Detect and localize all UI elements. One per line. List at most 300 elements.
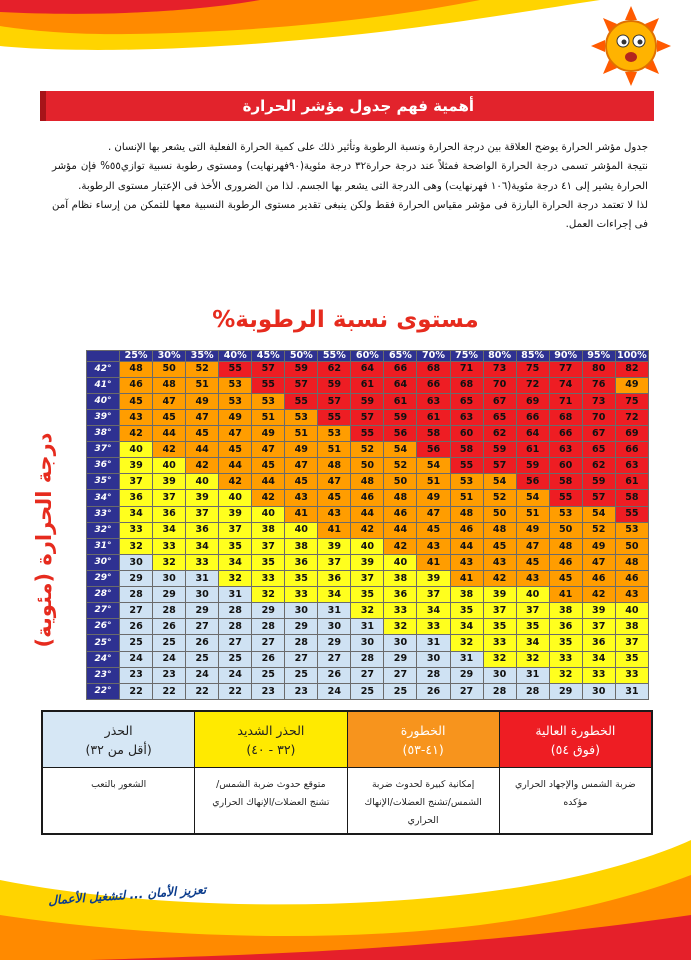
table-row bbox=[87, 651, 649, 667]
table-row bbox=[87, 619, 649, 635]
heat-index-cell: 32 bbox=[549, 667, 582, 683]
humidity-header-cell: 85% bbox=[516, 351, 549, 362]
heat-index-cell: 47 bbox=[285, 458, 318, 474]
heat-index-cell: 37 bbox=[219, 522, 252, 538]
heat-index-cell: 22 bbox=[120, 683, 153, 699]
heat-index-cell: 25 bbox=[186, 651, 219, 667]
heat-index-cell: 25 bbox=[153, 635, 186, 651]
temperature-cell: 28° bbox=[87, 587, 120, 603]
table-row bbox=[87, 683, 649, 699]
legend-extreme-header bbox=[500, 712, 651, 768]
heat-index-cell: 37 bbox=[582, 619, 615, 635]
heat-index-cell: 40 bbox=[219, 490, 252, 506]
heat-index-cell: 58 bbox=[549, 474, 582, 490]
heat-index-cell: 35 bbox=[285, 571, 318, 587]
humidity-header-cell: 90% bbox=[549, 351, 582, 362]
heat-index-cell: 70 bbox=[483, 377, 516, 393]
heat-index-cell: 71 bbox=[549, 393, 582, 409]
heat-index-cell: 47 bbox=[318, 474, 351, 490]
heat-index-cell: 49 bbox=[186, 393, 219, 409]
legend-extreme-title: الخطورة العالية bbox=[535, 722, 616, 738]
heat-index-cell: 61 bbox=[516, 442, 549, 458]
heat-index-cell: 80 bbox=[582, 361, 615, 377]
heat-index-cell: 48 bbox=[351, 474, 384, 490]
heat-index-cell: 41 bbox=[417, 554, 450, 570]
table-row bbox=[87, 490, 649, 506]
temperature-cell: 26° bbox=[87, 619, 120, 635]
heat-index-cell: 57 bbox=[483, 458, 516, 474]
heat-index-cell: 45 bbox=[186, 426, 219, 442]
heat-index-cell: 56 bbox=[384, 426, 417, 442]
heat-index-cell: 39 bbox=[582, 603, 615, 619]
heat-index-cell: 32 bbox=[483, 651, 516, 667]
heat-index-cell: 57 bbox=[285, 377, 318, 393]
heat-index-cell: 69 bbox=[615, 426, 648, 442]
heat-index-cell: 77 bbox=[549, 361, 582, 377]
heat-index-cell: 35 bbox=[615, 651, 648, 667]
heat-index-cell: 37 bbox=[252, 538, 285, 554]
temperature-cell: 41° bbox=[87, 377, 120, 393]
heat-index-cell: 67 bbox=[483, 393, 516, 409]
heat-index-cell: 51 bbox=[417, 474, 450, 490]
heat-index-cell: 37 bbox=[615, 635, 648, 651]
legend-safe bbox=[43, 712, 194, 833]
heat-index-cell: 61 bbox=[615, 474, 648, 490]
heat-index-cell: 32 bbox=[153, 554, 186, 570]
heat-index-cell: 66 bbox=[384, 361, 417, 377]
heat-index-cell: 68 bbox=[450, 377, 483, 393]
heat-index-cell: 29 bbox=[186, 603, 219, 619]
humidity-header-cell: 50% bbox=[285, 351, 318, 362]
heat-index-cell: 65 bbox=[582, 442, 615, 458]
heat-index-cell: 50 bbox=[549, 522, 582, 538]
heat-index-cell: 36 bbox=[153, 506, 186, 522]
heat-index-cell: 26 bbox=[318, 667, 351, 683]
heat-index-cell: 41 bbox=[318, 522, 351, 538]
heat-index-cell: 75 bbox=[516, 361, 549, 377]
heat-index-cell: 37 bbox=[417, 587, 450, 603]
heat-index-cell: 73 bbox=[582, 393, 615, 409]
heat-index-cell: 43 bbox=[516, 571, 549, 587]
temperature-cell: 23° bbox=[87, 667, 120, 683]
table-row bbox=[87, 377, 649, 393]
heat-index-cell: 45 bbox=[120, 393, 153, 409]
heat-index-cell: 55 bbox=[318, 409, 351, 425]
heat-index-cell: 40 bbox=[615, 603, 648, 619]
heat-index-cell: 22 bbox=[219, 683, 252, 699]
heat-index-cell: 53 bbox=[219, 377, 252, 393]
table-row bbox=[87, 409, 649, 425]
heat-index-cell: 56 bbox=[516, 474, 549, 490]
heat-index-cell: 34 bbox=[219, 554, 252, 570]
heat-index-cell: 47 bbox=[219, 426, 252, 442]
intro-text bbox=[52, 138, 648, 234]
heat-index-cell: 30 bbox=[384, 635, 417, 651]
table-row bbox=[87, 603, 649, 619]
heat-index-cell: 27 bbox=[384, 667, 417, 683]
heat-index-cell: 39 bbox=[417, 571, 450, 587]
temperature-cell: 22° bbox=[87, 683, 120, 699]
heat-index-cell: 49 bbox=[252, 426, 285, 442]
heat-index-cell: 29 bbox=[549, 683, 582, 699]
heat-index-cell: 49 bbox=[285, 442, 318, 458]
heat-index-cell: 52 bbox=[351, 442, 384, 458]
heat-index-cell: 45 bbox=[483, 538, 516, 554]
heat-index-cell: 28 bbox=[285, 635, 318, 651]
heat-index-cell: 33 bbox=[285, 587, 318, 603]
legend-extreme-range: (فوق ٥٤) bbox=[550, 741, 601, 757]
heat-index-cell: 27 bbox=[186, 619, 219, 635]
heat-index-cell: 36 bbox=[582, 635, 615, 651]
heat-index-cell: 55 bbox=[450, 458, 483, 474]
table-row bbox=[87, 426, 649, 442]
heat-index-cell: 39 bbox=[153, 474, 186, 490]
heat-index-cell: 25 bbox=[351, 683, 384, 699]
heat-index-cell: 66 bbox=[549, 426, 582, 442]
heat-index-cell: 34 bbox=[186, 538, 219, 554]
heat-index-cell: 49 bbox=[219, 409, 252, 425]
heat-index-cell: 40 bbox=[516, 587, 549, 603]
heat-index-cell: 40 bbox=[384, 554, 417, 570]
heat-index-cell: 27 bbox=[252, 635, 285, 651]
heat-index-cell: 44 bbox=[153, 426, 186, 442]
heat-index-cell: 62 bbox=[318, 361, 351, 377]
heat-index-cell: 33 bbox=[549, 651, 582, 667]
heat-index-cell: 31 bbox=[318, 603, 351, 619]
legend-danger-header bbox=[348, 712, 499, 768]
heat-index-cell: 26 bbox=[417, 683, 450, 699]
heat-index-cell: 46 bbox=[582, 571, 615, 587]
temperature-cell: 24° bbox=[87, 651, 120, 667]
temperature-cell: 30° bbox=[87, 554, 120, 570]
heat-index-cell: 44 bbox=[384, 522, 417, 538]
temperature-cell: 27° bbox=[87, 603, 120, 619]
temperature-cell: 38° bbox=[87, 426, 120, 442]
heat-index-cell: 54 bbox=[483, 474, 516, 490]
heat-index-cell: 22 bbox=[186, 683, 219, 699]
heat-index-cell: 28 bbox=[153, 603, 186, 619]
heat-index-cell: 28 bbox=[516, 683, 549, 699]
heat-index-cell: 31 bbox=[351, 619, 384, 635]
heat-index-cell: 54 bbox=[582, 506, 615, 522]
heat-index-cell: 45 bbox=[549, 571, 582, 587]
heat-index-cell: 46 bbox=[384, 506, 417, 522]
temperature-cell: 34° bbox=[87, 490, 120, 506]
heat-index-cell: 47 bbox=[516, 538, 549, 554]
heat-index-cell: 45 bbox=[153, 409, 186, 425]
heat-index-cell: 31 bbox=[417, 635, 450, 651]
heat-index-cell: 25 bbox=[120, 635, 153, 651]
table-row bbox=[87, 361, 649, 377]
heat-index-cell: 32 bbox=[516, 651, 549, 667]
heat-index-cell: 51 bbox=[252, 409, 285, 425]
heat-index-cell: 40 bbox=[351, 538, 384, 554]
heat-index-cell: 29 bbox=[120, 571, 153, 587]
heat-index-cell: 49 bbox=[516, 522, 549, 538]
heat-index-cell: 74 bbox=[549, 377, 582, 393]
heat-index-cell: 34 bbox=[153, 522, 186, 538]
heat-index-cell: 23 bbox=[120, 667, 153, 683]
humidity-header-cell: 95% bbox=[582, 351, 615, 362]
heat-index-cell: 27 bbox=[120, 603, 153, 619]
humidity-header-cell: 70% bbox=[417, 351, 450, 362]
heat-index-cell: 30 bbox=[186, 587, 219, 603]
heat-index-cell: 47 bbox=[153, 393, 186, 409]
heat-index-cell: 29 bbox=[450, 667, 483, 683]
heat-index-cell: 35 bbox=[219, 538, 252, 554]
heat-index-cell: 51 bbox=[318, 442, 351, 458]
heat-index-cell: 57 bbox=[582, 490, 615, 506]
heat-index-cell: 57 bbox=[318, 393, 351, 409]
heat-index-cell: 31 bbox=[186, 571, 219, 587]
heat-index-cell: 59 bbox=[483, 442, 516, 458]
heat-index-cell: 35 bbox=[483, 619, 516, 635]
heat-index-cell: 34 bbox=[516, 635, 549, 651]
legend-extreme bbox=[499, 712, 651, 833]
table-row bbox=[87, 522, 649, 538]
heat-index-cell: 33 bbox=[615, 667, 648, 683]
heat-index-cell: 72 bbox=[516, 377, 549, 393]
heat-index-cell: 23 bbox=[252, 683, 285, 699]
heat-index-cell: 36 bbox=[549, 619, 582, 635]
heat-index-cell: 41 bbox=[549, 587, 582, 603]
heat-index-cell: 53 bbox=[219, 393, 252, 409]
humidity-header-cell: 75% bbox=[450, 351, 483, 362]
heat-index-cell: 64 bbox=[351, 361, 384, 377]
heat-index-cell: 55 bbox=[285, 393, 318, 409]
temperature-axis bbox=[24, 432, 64, 648]
legend-safe-header bbox=[43, 712, 194, 768]
heat-index-cell: 38 bbox=[615, 619, 648, 635]
humidity-header-cell: 30% bbox=[153, 351, 186, 362]
heat-index-cell: 69 bbox=[516, 393, 549, 409]
heat-index-cell: 65 bbox=[483, 409, 516, 425]
heat-index-cell: 53 bbox=[285, 409, 318, 425]
heat-index-body bbox=[87, 361, 649, 699]
heat-index-cell: 42 bbox=[186, 458, 219, 474]
humidity-header-cell: 100% bbox=[617, 350, 647, 361]
heat-index-cell: 59 bbox=[384, 409, 417, 425]
humidity-header-cell: 80% bbox=[483, 351, 516, 362]
heat-index-cell: 32 bbox=[252, 587, 285, 603]
heat-index-cell: 31 bbox=[516, 667, 549, 683]
heat-index-cell: 40 bbox=[252, 506, 285, 522]
heat-index-cell: 46 bbox=[120, 377, 153, 393]
heat-index-cell: 30 bbox=[153, 571, 186, 587]
heat-index-cell: 70 bbox=[582, 409, 615, 425]
heat-index-cell: 29 bbox=[384, 651, 417, 667]
heat-index-cell: 53 bbox=[549, 506, 582, 522]
heat-index-cell: 30 bbox=[483, 667, 516, 683]
heat-index-cell: 46 bbox=[351, 490, 384, 506]
temperature-cell: 42° bbox=[87, 361, 120, 377]
heat-index-cell: 50 bbox=[153, 361, 186, 377]
heat-index-cell: 24 bbox=[186, 667, 219, 683]
heat-index-cell: 48 bbox=[549, 538, 582, 554]
table-row bbox=[87, 635, 649, 651]
humidity-header-cell: 45% bbox=[252, 351, 285, 362]
heat-index-cell: 40 bbox=[153, 458, 186, 474]
table-row bbox=[87, 538, 649, 554]
heat-index-cell: 62 bbox=[582, 458, 615, 474]
legend-safe-title: الحذر bbox=[104, 722, 133, 738]
heat-index-cell: 35 bbox=[351, 587, 384, 603]
heat-index-cell: 68 bbox=[417, 361, 450, 377]
heat-index-cell: 61 bbox=[417, 409, 450, 425]
heat-index-cell: 64 bbox=[384, 377, 417, 393]
temperature-cell: 31° bbox=[87, 538, 120, 554]
legend-caution-title: الحذر الشديد bbox=[237, 722, 305, 738]
heat-index-cell: 28 bbox=[252, 619, 285, 635]
humidity-header-cell: 35% bbox=[186, 351, 219, 362]
heat-index-cell: 42 bbox=[582, 587, 615, 603]
heat-index-cell: 63 bbox=[549, 442, 582, 458]
temperature-cell: 37° bbox=[87, 442, 120, 458]
heat-index-cell: 48 bbox=[153, 377, 186, 393]
heat-index-cell: 33 bbox=[384, 603, 417, 619]
legend-caution bbox=[194, 712, 346, 833]
heat-index-cell: 31 bbox=[219, 587, 252, 603]
heat-index-cell: 37 bbox=[153, 490, 186, 506]
heat-index-cell: 59 bbox=[516, 458, 549, 474]
heat-index-cell: 43 bbox=[120, 409, 153, 425]
heat-index-cell: 45 bbox=[285, 474, 318, 490]
legend-safe-range: (أقل من ٣٢) bbox=[85, 741, 152, 757]
heat-index-cell: 54 bbox=[384, 442, 417, 458]
heat-index-cell: 50 bbox=[384, 474, 417, 490]
temperature-cell: 32° bbox=[87, 522, 120, 538]
heat-index-cell: 35 bbox=[549, 635, 582, 651]
humidity-header-row bbox=[87, 351, 649, 362]
legend-danger-desc: إمكانية كبيرة لحدوث ضربة الشمس/تشنج العضلات/الإنهاك الحراري bbox=[364, 779, 482, 826]
heat-index-cell: 53 bbox=[615, 522, 648, 538]
heat-index-cell: 37 bbox=[120, 474, 153, 490]
heat-index-cell: 27 bbox=[219, 635, 252, 651]
heat-index-cell: 58 bbox=[615, 490, 648, 506]
heat-index-cell: 63 bbox=[417, 393, 450, 409]
intro-paragraph-3: لذا لا تعتمد درجة الحرارة البارزة فى مؤشر مقياس الحرارة فقط ولكن ينبغى تقدير مستوى الرطوبة النسبية معها للتمكن من إرساء نظام آمن فى إجراءات العمل. bbox=[52, 199, 648, 231]
heat-index-cell: 38 bbox=[450, 587, 483, 603]
heat-index-cell: 43 bbox=[318, 506, 351, 522]
heat-index-cell: 36 bbox=[186, 522, 219, 538]
heat-index-cell: 39 bbox=[120, 458, 153, 474]
heat-index-cell: 60 bbox=[549, 458, 582, 474]
heat-index-cell: 25 bbox=[219, 651, 252, 667]
heat-index-cell: 50 bbox=[351, 458, 384, 474]
heat-index-cell: 22 bbox=[153, 683, 186, 699]
heat-index-cell: 30 bbox=[285, 603, 318, 619]
heat-index-cell: 43 bbox=[285, 490, 318, 506]
heat-index-cell: 30 bbox=[120, 554, 153, 570]
heat-index-cell: 34 bbox=[318, 587, 351, 603]
heat-index-cell: 48 bbox=[318, 458, 351, 474]
heat-index-cell: 45 bbox=[252, 458, 285, 474]
humidity-header-cell: 60% bbox=[351, 351, 384, 362]
heat-index-cell: 42 bbox=[483, 571, 516, 587]
heat-index-cell: 62 bbox=[483, 426, 516, 442]
heat-index-cell: 31 bbox=[615, 683, 648, 699]
heat-index-cell: 40 bbox=[120, 442, 153, 458]
heat-index-cell: 49 bbox=[417, 490, 450, 506]
heat-index-cell: 34 bbox=[417, 603, 450, 619]
heat-index-cell: 64 bbox=[516, 426, 549, 442]
heat-index-cell: 47 bbox=[417, 506, 450, 522]
humidity-header-cell: 65% bbox=[384, 351, 417, 362]
heat-index-cell: 76 bbox=[582, 377, 615, 393]
heat-index-cell: 36 bbox=[120, 490, 153, 506]
heat-index-cell: 33 bbox=[186, 554, 219, 570]
heat-index-cell: 61 bbox=[384, 393, 417, 409]
heat-index-cell: 44 bbox=[252, 474, 285, 490]
heat-index-cell: 26 bbox=[252, 651, 285, 667]
heat-index-cell: 34 bbox=[582, 651, 615, 667]
heat-index-cell: 51 bbox=[516, 506, 549, 522]
legend-caution-range: (٣٢ - ٤٠) bbox=[246, 741, 296, 757]
heat-index-cell: 47 bbox=[582, 554, 615, 570]
heat-index-cell: 28 bbox=[219, 603, 252, 619]
heat-index-cell: 42 bbox=[252, 490, 285, 506]
heat-index-table bbox=[86, 350, 649, 700]
heat-index-cell: 39 bbox=[219, 506, 252, 522]
corner-cell bbox=[87, 351, 120, 362]
heat-index-cell: 55 bbox=[219, 361, 252, 377]
heat-index-cell: 28 bbox=[417, 667, 450, 683]
heat-index-cell: 47 bbox=[252, 442, 285, 458]
table-row bbox=[87, 458, 649, 474]
heat-index-cell: 67 bbox=[582, 426, 615, 442]
humidity-header-cell: 55% bbox=[318, 351, 351, 362]
heat-index-cell: 55 bbox=[615, 506, 648, 522]
footer-slogan: تعزيز الأمان ... لتشغيل الأعمال bbox=[47, 882, 207, 908]
heat-index-cell: 66 bbox=[417, 377, 450, 393]
heat-index-cell: 55 bbox=[351, 426, 384, 442]
heat-index-cell: 50 bbox=[483, 506, 516, 522]
intro-paragraph-1: جدول مؤشر الحرارة يوضح العلاقة بين درجة الحرارة ونسبة الرطوبة وتأثير ذلك على كمية الحرارة الفعلية التى يشعر بها الإنسان . bbox=[107, 142, 648, 153]
heat-index-cell: 45 bbox=[516, 554, 549, 570]
heat-index-cell: 24 bbox=[219, 667, 252, 683]
risk-legend bbox=[41, 710, 653, 835]
heat-index-cell: 48 bbox=[615, 554, 648, 570]
heat-index-cell: 52 bbox=[384, 458, 417, 474]
heat-index-cell: 54 bbox=[516, 490, 549, 506]
heat-index-cell: 71 bbox=[450, 361, 483, 377]
heat-index-cell: 75 bbox=[615, 393, 648, 409]
heat-index-cell: 58 bbox=[450, 442, 483, 458]
table-row bbox=[87, 506, 649, 522]
heat-index-cell: 34 bbox=[120, 506, 153, 522]
temperature-cell: 25° bbox=[87, 635, 120, 651]
heat-index-cell: 45 bbox=[318, 490, 351, 506]
heat-index-cell: 59 bbox=[285, 361, 318, 377]
temperature-cell: 39° bbox=[87, 409, 120, 425]
heat-index-cell: 42 bbox=[153, 442, 186, 458]
sun-icon bbox=[591, 6, 671, 86]
heat-index-cell: 57 bbox=[252, 361, 285, 377]
heat-index-cell: 23 bbox=[153, 667, 186, 683]
heat-index-cell: 32 bbox=[351, 603, 384, 619]
heat-index-cell: 42 bbox=[384, 538, 417, 554]
heat-index-cell: 35 bbox=[450, 603, 483, 619]
heat-index-cell: 36 bbox=[318, 571, 351, 587]
heat-index-cell: 27 bbox=[285, 651, 318, 667]
heat-index-cell: 44 bbox=[219, 458, 252, 474]
heat-index-cell: 30 bbox=[417, 651, 450, 667]
heat-index-cell: 31 bbox=[450, 651, 483, 667]
heat-index-cell: 73 bbox=[483, 361, 516, 377]
heat-index-cell: 32 bbox=[120, 538, 153, 554]
heat-index-cell: 72 bbox=[615, 409, 648, 425]
table-row bbox=[87, 587, 649, 603]
